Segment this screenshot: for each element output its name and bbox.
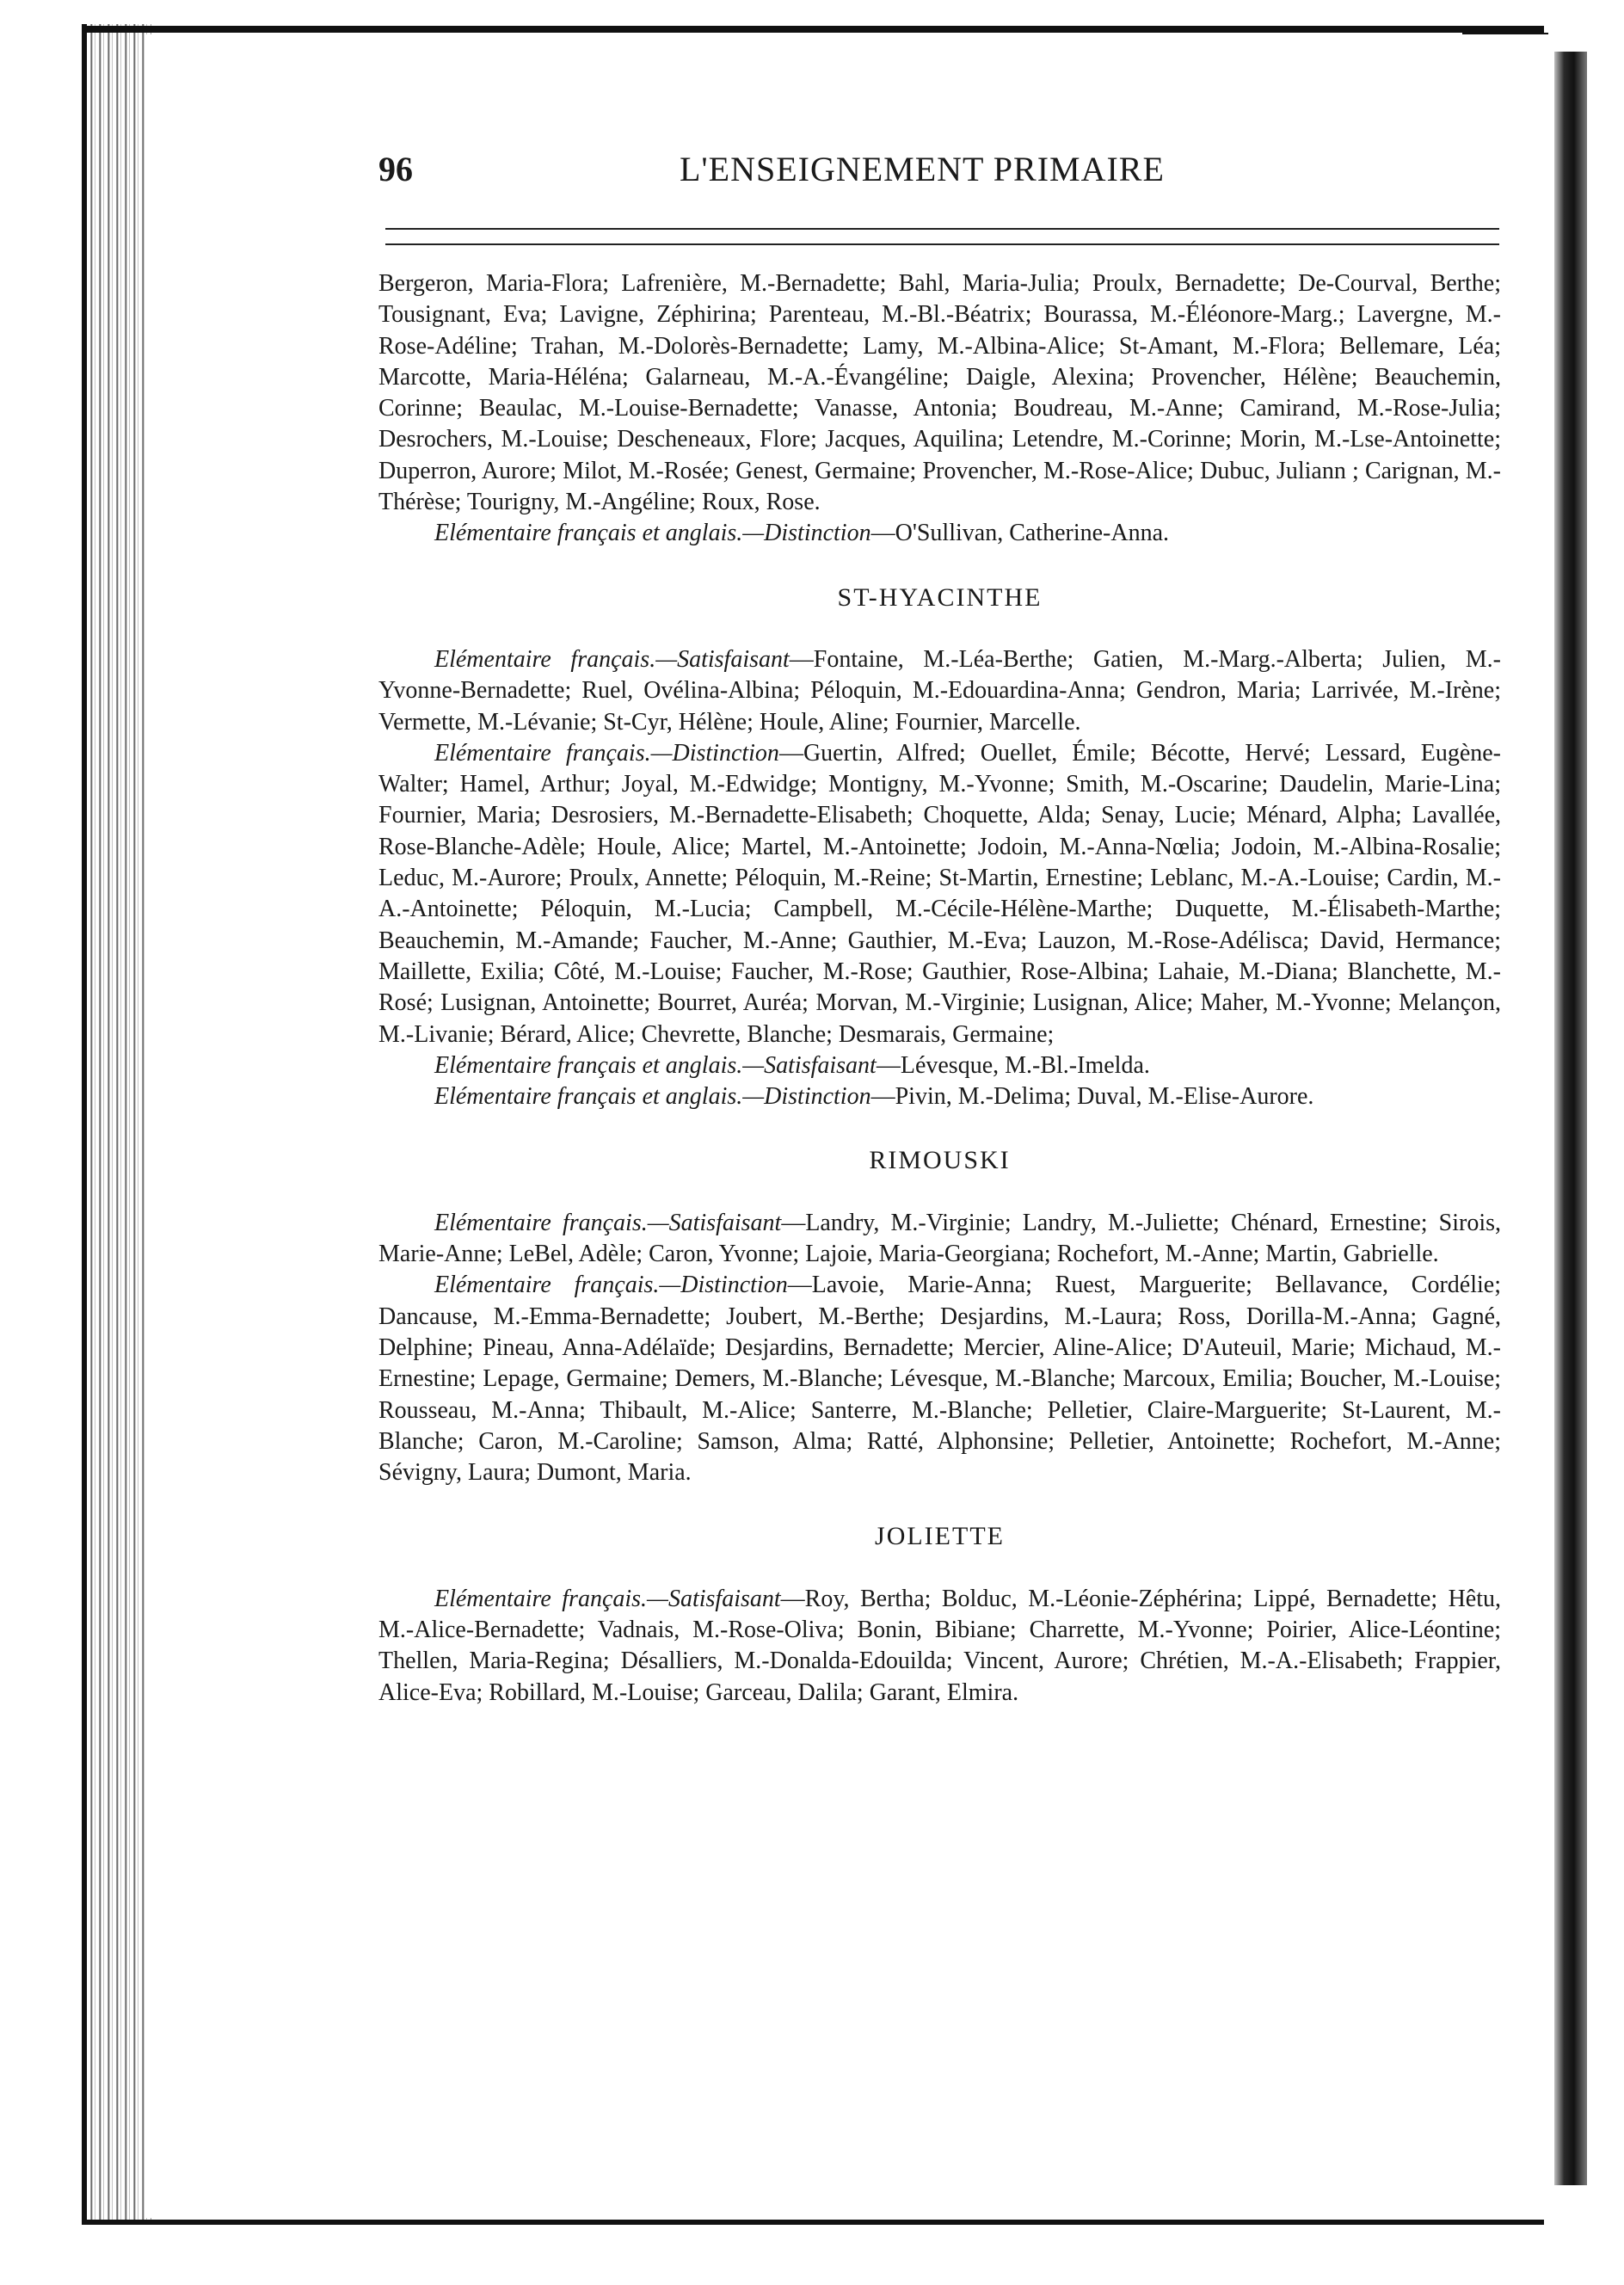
paragraph [378,644,1501,738]
paragraph [378,738,1501,1050]
name-list: —O'Sullivan, Catherine-Anna. [870,520,1170,547]
category-label: Elémentaire français et anglais.—Distinction [434,520,871,547]
paragraph [378,518,1501,549]
category-label: Elémentaire français.—Distinction [434,739,779,767]
book-spine-edge [1554,52,1587,2185]
name-list: —Roy, Bertha; Bolduc, M.-Léonie-Zéphérina; Lippé, Bernadette; Hêtu, M.-Alice-Bernadette; Vadnais, M.-Rose-Oliva; Bonin, Bibiane; Charrette, M.-Yvonne; Poirier, Alice-Léontine; Thellen, Maria-Regina; Désalliers, M.-Donalda-Edouilda; Vincent, Aurore; Chrétien, M.-A.-Elisabeth; Frappier, Alice-Eva; Robillard, M.-Louise; Garceau, Dalila; Garant, Elmira. [378,1585,1502,1706]
paragraph [378,1208,1501,1271]
name-list: —Landry, M.-Virginie; Landry, M.-Juliette; Chénard, Ernestine; Sirois, Marie-Anne; LeBel, Adèle; Caron, Yvonne; Lajoie, Maria-Georgiana; Rochefort, M.-Anne; Martin, Gabrielle. [378,1209,1502,1268]
paragraph [378,1081,1501,1112]
category-label: Elémentaire français.—Satisfaisant [434,1209,782,1236]
name-list: —Pivin, M.-Delima; Duval, M.-Elise-Aurore. [870,1083,1314,1111]
header-rule-top [385,228,1499,230]
scan-frame-top [82,26,1544,33]
category-label: Elémentaire français et anglais.—Satisfaisant [434,1051,877,1079]
page-number: 96 [378,150,413,188]
category-label: Elémentaire français et anglais.—Distinction [434,1083,871,1111]
category-label: Elémentaire français.—Satisfaisant [434,1585,781,1612]
category-label: Elémentaire français.—Distinction [434,1272,788,1299]
name-list: —Guertin, Alfred; Ouellet, Émile; Bécotte, Hervé; Lessard, Eugène-Walter; Hamel, Arthur; Joyal, M.-Edwidge; Montigny, M.-Yvonne; Smith, M.-Oscarine; Daudelin, Marie-Lina; Fournier, Maria; Desrosiers, M.-Bernadette-Elisabeth; Choquette, Alda; Senay, Lucie; Ménard, Alpha; Lavallée, Rose-Blanche-Adèle; Houle, Alice; Martel, M.-Antoinette; Jodoin, M.-Anna-Nœlia; Jodoin, M.-Albina-Rosalie; Leduc, M.-Aurore; Proulx, Annette; Péloquin, M.-Reine; St-Martin, Ernestine; Leblanc, M.-A.-Louise; Cardin, M.-A.-Antoinette; Péloquin, M.-Lucia; Campbell, M.-Cécile-Hélène-Marthe; Duquette, M.-Élisabeth-Marthe; Beauchemin, M.-Amande; Faucher, M.-Anne; Gauthier, M.-Eva; Lauzon, M.-Rose-Adélisca; David, Hermance; Maillette, Exilia; Côté, M.-Louise; Faucher, M.-Rose; Gauthier, Rose-Albina; Lahaie, M.-Diana; Blanchette, M.-Rosé; Lusignan, Antoinette; Bourret, Auréa; Morvan, M.-Virginie; Lusignan, Alice; Maher, M.-Yvonne; Melançon, M.-Livanie; Bérard, Alice; Chevrette, Blanche; Desmarais, Germaine; [378,739,1501,1048]
paragraph [378,1270,1501,1488]
name-list: —Lévesque, M.-Bl.-Imelda. [876,1051,1150,1079]
header-rule-bottom [385,243,1499,245]
category-label: Elémentaire français.—Satisfaisant [434,645,790,673]
section-title-joliette: JOLIETTE [875,1522,1005,1551]
paragraph [378,1050,1501,1081]
section-title-st-hyacinthe: ST-HYACINTHE [837,582,1043,612]
name-list: —Lavoie, Marie-Anna; Ruest, Marguerite; Bellavance, Cordélie; Dancause, M.-Emma-Bernadette; Joubert, M.-Berthe; Desjardins, M.-Laura; Ross, Dorilla-M.-Anna; Gagné, Delphine; Pineau, Anna-Adélaïde; Desjardins, Bernadette; Mercier, Aline-Alice; D'Auteuil, Marie; Michaud, M.-Ernestine; Lepage, Germaine; Demers, M.-Blanche; Lévesque, M.-Blanche; Marcoux, Emilia; Boucher, M.-Louise; Rousseau, M.-Anna; Thibault, M.-Alice; Santerre, M.-Blanche; Pelletier, Claire-Marguerite; St-Laurent, M.-Blanche; Caron, M.-Caroline; Samson, Alma; Ratté, Alphonsine; Pelletier, Antoinette; Rochefort, M.-Anne; Sévigny, Laura; Dumont, Maria. [378,1272,1502,1487]
continued-list: Bergeron, Maria-Flora; Lafrenière, M.-Bernadette; Bahl, Maria-Julia; Proulx, Bernadette; De-Courval, Berthe; Tousignant, Eva; Lavigne, Zéphirina; Parenteau, M.-Bl.-Béatrix; Bourassa, M.-Éléonore-Marg.; Lavergne, M.-Rose-Adéline; Trahan, M.-Dolorès-Bernadette; Lamy, M.-Albina-Alice; St-Amant, M.-Flora; Bellemare, Léa; Marcotte, Maria-Héléna; Galarneau, M.-A.-Évangéline; Daigle, Alexina; Provencher, Hélène; Beauchemin, Corinne; Beaulac, M.-Louise-Bernadette; Vanasse, Antonia; Boudreau, M.-Anne; Camirand, M.-Rose-Julia; Desrochers, M.-Louise; Descheneaux, Flore; Jacques, Aquilina; Letendre, M.-Corinne; Morin, M.-Lse-Antoinette; Duperron, Aurore; Milot, M.-Rosée; Genest, Germaine; Provencher, M.-Rose-Alice; Dubuc, Juliann ; Carignan, M.-Thérèse; Tourigny, M.-Angéline; Roux, Rose. [378,270,1501,516]
page-body [378,268,1501,1709]
book-page-edges [82,24,151,2222]
page-header [378,149,1213,192]
paragraph [378,1584,1501,1709]
running-title: L'ENSEIGNEMENT PRIMAIRE [680,150,1165,188]
name-list: —Fontaine, M.-Léa-Berthe; Gatien, M.-Marg.-Alberta; Julien, M.-Yvonne-Bernadette; Ruel, Ovélina-Albina; Péloquin, M.-Edouardina-Anna; Gendron, Maria; Larrivée, M.-Irène; Vermette, M.-Lévanie; St-Cyr, Hélène; Houle, Aline; Fournier, Marcelle. [378,645,1501,736]
scan-frame-bottom [82,2220,1544,2225]
section-title-rimouski: RIMOUSKI [869,1146,1011,1175]
